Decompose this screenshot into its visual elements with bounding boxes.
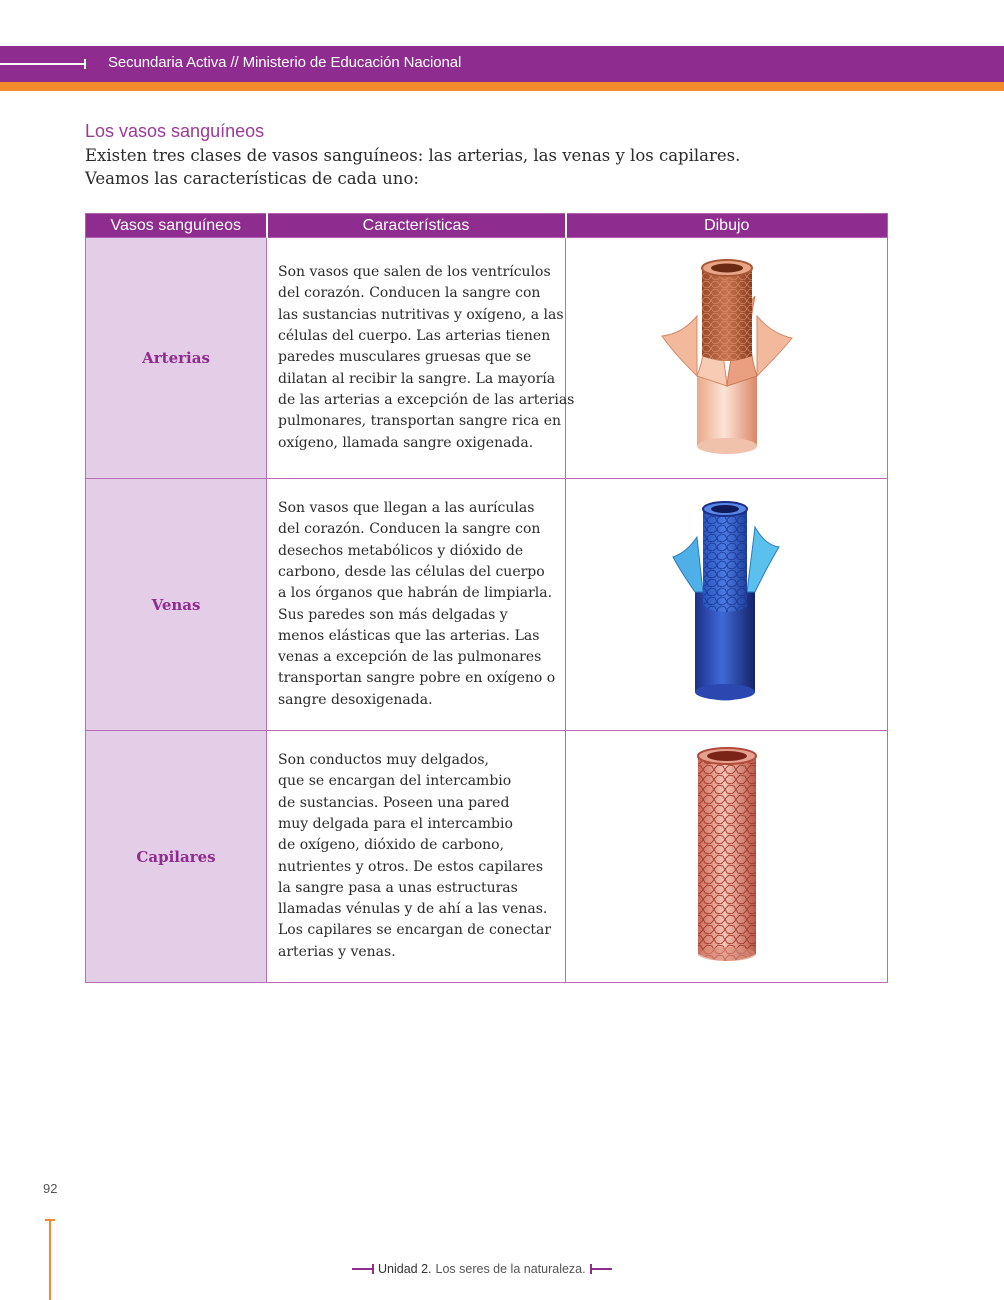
header-title: Secundaria Activa // Ministerio de Educación Nacional [108,54,462,71]
description-line: llamadas vénulas y de ahí a las venas. [278,901,548,918]
row-header-capillaries: Capilares [86,731,267,983]
blood-vessels-table [85,213,888,983]
page-number: 92 [43,1181,58,1196]
description-line: nutrientes y otros. De estos capilares [278,858,544,875]
description-line: muy delgada para el intercambio [278,815,513,832]
description-line: Son conductos muy delgados, [278,752,489,769]
drawing-arteries [566,238,888,479]
description-line: sangre desoxigenada. [278,691,433,708]
table-row-veins [86,479,888,731]
description-line: venas a excepción de las pulmonares [278,649,542,666]
description-line: de oxígeno, dióxido de carbono, [278,837,505,854]
description-line: de las arterias a excepción de las arterias [278,391,575,408]
description-line: Sus paredes son más delgadas y [278,606,508,623]
column-header-characteristics: Características [267,214,566,238]
description-line: la sangre pasa a unas estructuras [278,879,518,896]
footer-left-dash [352,1268,374,1270]
column-header-vessels: Vasos sanguíneos [86,214,267,238]
column-header-drawing: Dibujo [566,214,888,238]
drawing-veins [566,479,888,731]
description-line: paredes musculares gruesas que se [278,349,532,366]
footer-unit-label: Unidad 2. [378,1262,432,1276]
footer-unit [352,1260,612,1278]
table-header-row [86,214,888,238]
description-line: que se encargan del intercambio [278,773,512,790]
description-veins [267,479,566,731]
footer-unit-title: Los seres de la naturaleza. [435,1262,586,1276]
table-row-arteries [86,238,888,479]
row-header-arteries: Arterias [86,238,267,479]
footer-right-dash [590,1268,612,1270]
description-line: del corazón. Conducen la sangre con [278,285,541,302]
description-line: a los órganos que habrán de limpiarla. [278,585,553,602]
table-row-capillaries [86,731,888,983]
description-line: oxígeno, llamada sangre oxigenada. [278,434,534,451]
header-band [0,46,1004,82]
description-line: del corazón. Conducen la sangre con [278,521,541,538]
vein-illustration [667,497,787,712]
header-decorative-line [0,63,86,65]
description-capillaries [267,731,566,983]
description-line: dilatan al recibir la sangre. La mayoría [278,370,556,387]
description-line: desechos metabólicos y dióxido de [278,542,524,559]
description-line: Son vasos que llegan a las aurículas [278,500,535,517]
artery-illustration [657,256,797,461]
description-line: Son vasos que salen de los ventrículos [278,264,551,281]
description-line: carbono, desde las células del cuerpo [278,563,545,580]
drawing-capillaries [566,731,888,983]
page-number-rule [49,1219,51,1300]
description-line: células del cuerpo. Las arterias tienen [278,328,551,345]
description-line: Los capilares se encargan de conectar [278,922,552,939]
description-line: arterias y venas. [278,943,396,960]
header-accent-band [0,82,1004,91]
description-line: pulmonares, transportan sangre rica en [278,413,562,430]
intro-line: Veamos las características de cada uno: [85,169,419,188]
capillary-illustration [692,744,762,969]
section-title: Los vasos sanguíneos [85,121,265,141]
description-line: las sustancias nutritivas y oxígeno, a las [278,306,564,323]
description-line: transportan sangre pobre en oxígeno o [278,670,556,687]
description-line: menos elásticas que las arterias. Las [278,627,540,644]
description-line: de sustancias. Poseen una pared [278,794,510,811]
intro-paragraph [85,144,885,190]
row-header-veins: Venas [86,479,267,731]
description-arteries [267,238,575,479]
intro-line: Existen tres clases de vasos sanguíneos: las arterias, las venas y los capilares. [85,146,741,165]
